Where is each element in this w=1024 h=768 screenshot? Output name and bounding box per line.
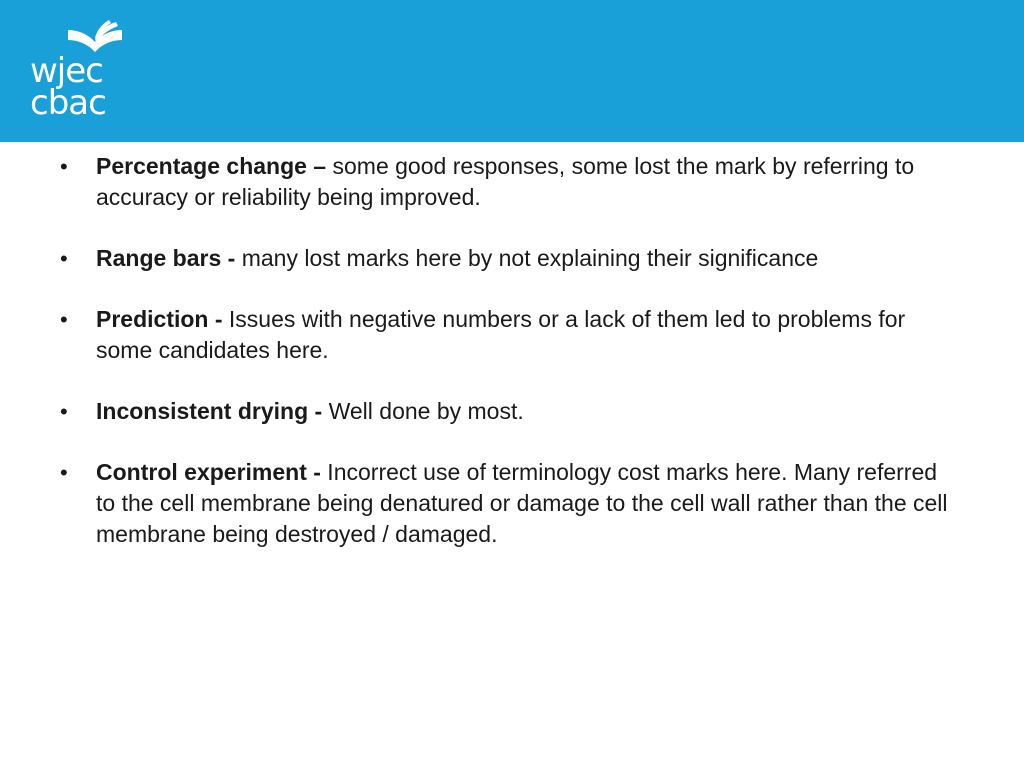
slide-content bbox=[60, 151, 960, 580]
bullet-range-bars bbox=[60, 243, 960, 274]
bullet-text: Issues with negative numbers or a lack of them led to problems for some candidates here. bbox=[96, 306, 906, 363]
bullet-control-experiment bbox=[60, 457, 960, 550]
bullet-marker: • bbox=[60, 246, 68, 271]
bullet-term: Percentage change – bbox=[96, 153, 327, 179]
bullet-term: Range bars - bbox=[96, 245, 236, 271]
bullet-term: Control experiment - bbox=[96, 459, 321, 485]
bullet-inconsistent-drying bbox=[60, 396, 960, 427]
bullet-text: many lost marks here by not explaining their significance bbox=[235, 245, 819, 271]
bullet-text: Well done by most. bbox=[322, 398, 524, 424]
logo-text-cbac: cbac bbox=[30, 83, 106, 123]
bullet-marker: • bbox=[60, 154, 68, 179]
bullet-marker: • bbox=[60, 460, 68, 485]
bullet-prediction bbox=[60, 304, 960, 366]
bullet-marker: • bbox=[60, 307, 68, 332]
logo-text-wjec: wjec bbox=[30, 51, 103, 91]
wjec-cbac-logo bbox=[30, 20, 130, 123]
open-book-icon bbox=[66, 20, 124, 54]
header-band bbox=[0, 0, 1024, 142]
bullet-text: Incorrect use of terminology cost marks here. Many referred to the cell membrane being denatured or damage to the cell wall rather than the cell membrane being destroyed / damaged. bbox=[96, 459, 948, 547]
bullet-term: Prediction - bbox=[96, 306, 223, 332]
bullet-marker: • bbox=[60, 399, 68, 424]
bullet-text: some good responses, some lost the mark by referring to accuracy or reliability being improved. bbox=[96, 153, 915, 210]
bullet-term: Inconsistent drying - bbox=[96, 398, 323, 424]
bullet-percentage-change bbox=[60, 151, 960, 213]
bullet-list bbox=[60, 151, 960, 550]
